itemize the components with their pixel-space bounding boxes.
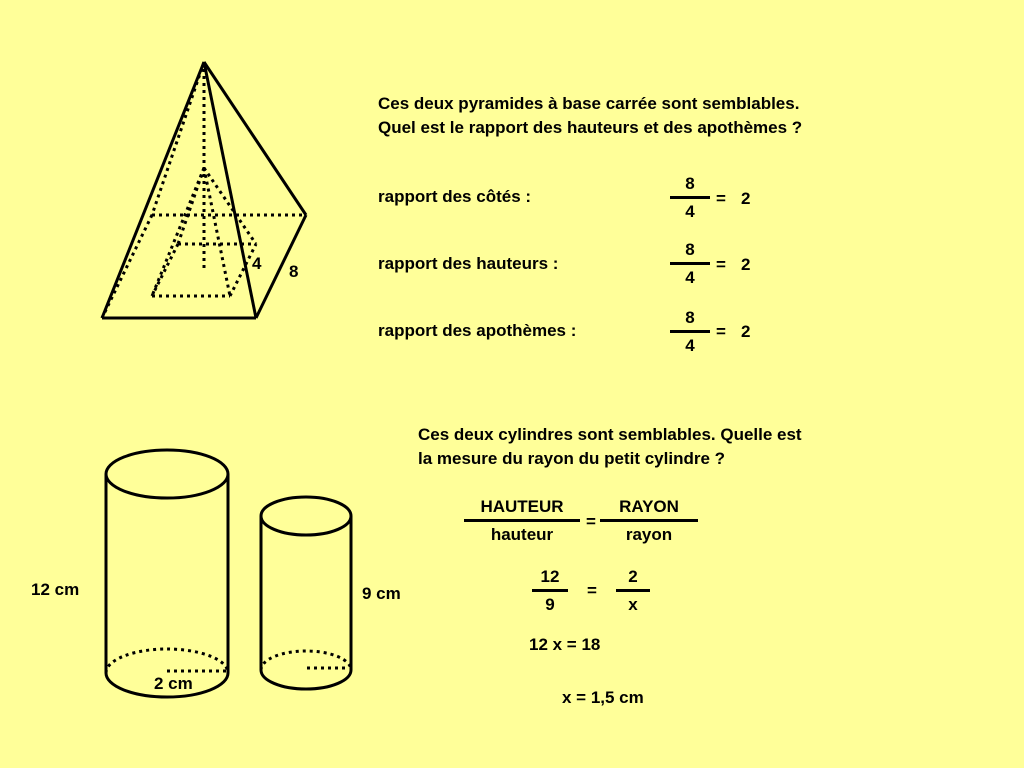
heights-ratio-equals: =	[716, 255, 726, 274]
fraction-bar	[532, 589, 568, 592]
apothems-ratio-result: 2	[741, 322, 751, 341]
equation-equals: =	[587, 581, 597, 600]
fraction-numerator: 2	[628, 567, 638, 586]
fraction-numerator: 12	[540, 567, 560, 586]
fraction-denominator: 4	[685, 202, 695, 221]
fraction-bar	[464, 519, 580, 522]
fraction-bar	[670, 262, 710, 265]
sides-ratio-fraction	[670, 174, 710, 222]
numeric-radius-fraction	[616, 567, 650, 615]
fraction-denominator: 4	[685, 268, 695, 287]
heights-ratio-fraction	[670, 240, 710, 288]
pyramid-question-line1: Ces deux pyramides à base carrée sont semblables.	[378, 94, 800, 113]
sides-ratio-label: rapport des côtés :	[378, 187, 532, 206]
numeric-height-fraction	[532, 567, 568, 615]
fraction-bar	[600, 519, 698, 522]
solution-step1: 12 x = 18	[529, 635, 601, 654]
fraction-denominator: x	[628, 595, 638, 614]
fraction-denominator: rayon	[625, 525, 673, 544]
fraction-denominator: hauteur	[490, 525, 554, 544]
cylinder-question-line1: Ces deux cylindres sont semblables. Quelle est	[418, 425, 802, 444]
sides-ratio-equals: =	[716, 189, 726, 208]
ratio-equals: =	[586, 512, 596, 531]
small-cylinder-height-label: 9 cm	[362, 584, 401, 603]
pyramid-question-line2: Quel est le rapport des hauteurs et des apothèmes ?	[378, 118, 803, 137]
fraction-numerator: HAUTEUR	[480, 497, 564, 516]
fraction-bar	[616, 589, 650, 592]
large-pyramid-side-label: 8	[289, 262, 299, 281]
fraction-bar	[670, 330, 710, 333]
heights-ratio-result: 2	[741, 255, 751, 274]
cylinder-question-line2: la mesure du rayon du petit cylindre ?	[418, 449, 726, 468]
large-cylinder	[106, 450, 228, 697]
fraction-numerator: 8	[685, 174, 695, 193]
large-cylinder-radius-label: 2 cm	[154, 674, 193, 693]
radius-ratio-fraction	[600, 497, 698, 545]
height-ratio-fraction	[464, 497, 580, 545]
fraction-bar	[670, 196, 710, 199]
large-pyramid	[102, 62, 306, 318]
fraction-numerator: 8	[685, 240, 695, 259]
fraction-numerator: 8	[685, 308, 695, 327]
heights-ratio-label: rapport des hauteurs :	[378, 254, 559, 273]
small-pyramid-side-label: 4	[252, 254, 262, 273]
apothems-ratio-label: rapport des apothèmes :	[378, 321, 577, 340]
fraction-numerator: RAYON	[619, 497, 679, 516]
fraction-denominator: 9	[545, 595, 555, 614]
fraction-denominator: 4	[685, 336, 695, 355]
apothems-ratio-equals: =	[716, 322, 726, 341]
apothems-ratio-fraction	[670, 308, 710, 356]
solution-step2: x = 1,5 cm	[562, 688, 644, 707]
small-cylinder	[261, 497, 351, 689]
sides-ratio-result: 2	[741, 189, 751, 208]
large-cylinder-height-label: 12 cm	[31, 580, 80, 599]
